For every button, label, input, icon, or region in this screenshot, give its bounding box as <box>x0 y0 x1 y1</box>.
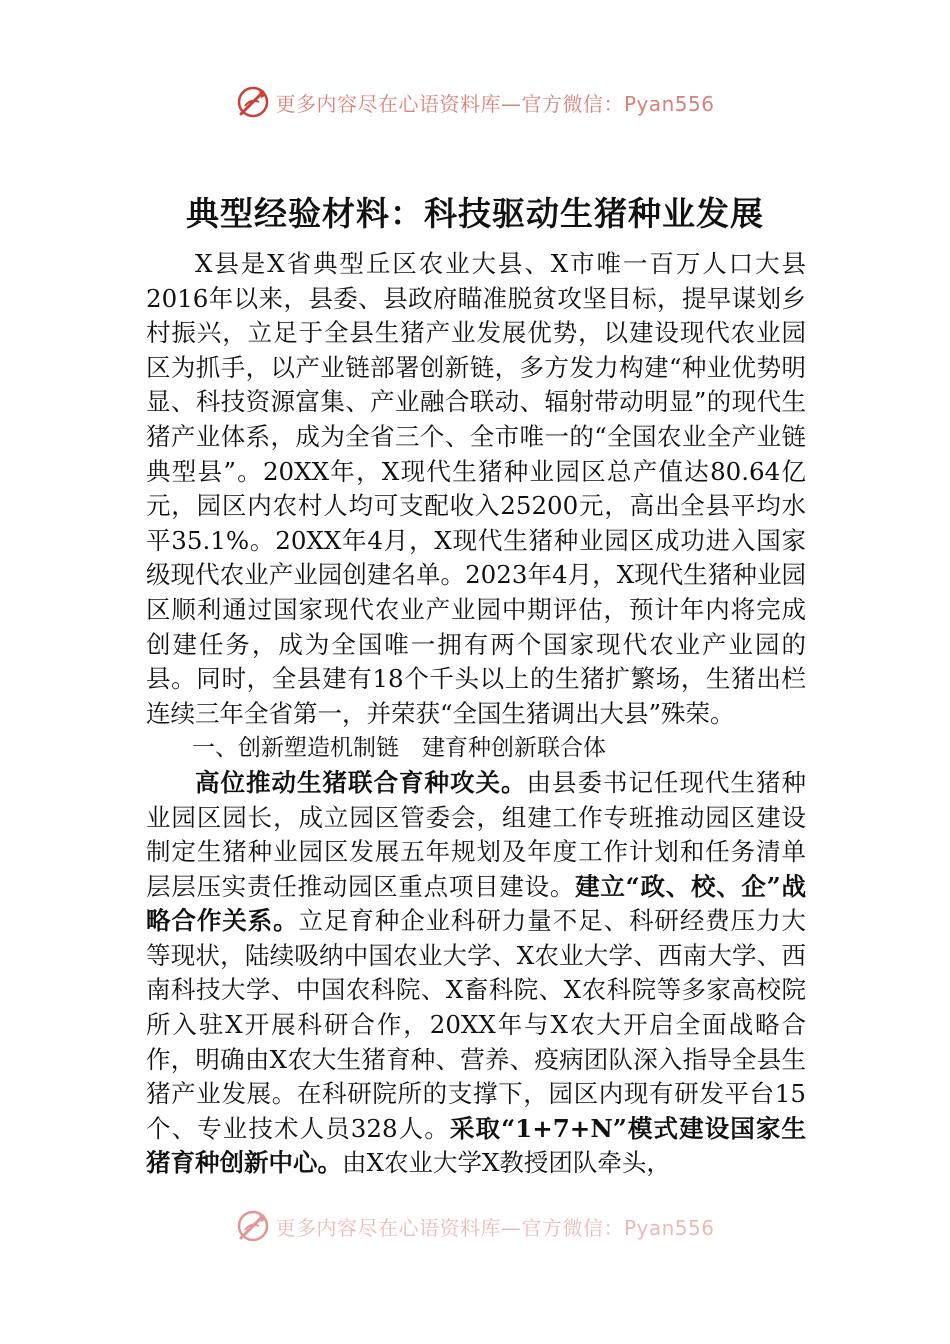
watermark-text: 更多内容尽在心语资料库—官方微信：Pyan556 <box>275 1215 715 1240</box>
bold-lead-1: 高位推动生猪联合育种攻关。 <box>195 767 527 797</box>
watermark-header <box>0 82 950 122</box>
paragraph-text-1: 由县委书记任现代生猪种业园区园长，成立园区管委会，组建工作专班推动园区建设制定生猪种业园区发展五年规划及年度工作计划和任务清单层层压实责任推动园区重点项目建设。 <box>146 767 806 901</box>
bold-lead-2: 建立“政、校、企”战略合作关系。 <box>146 871 807 936</box>
logo-icon <box>235 1208 271 1244</box>
watermark-footer <box>0 1206 950 1246</box>
watermark-text: 更多内容尽在心语资料库—官方微信：Pyan556 <box>275 91 715 116</box>
paragraph-2 <box>146 766 806 1181</box>
paragraph-text-2: 立足育种企业科研力量不足、科研经费压力大等现状，陆续吸纳中国农业大学、X农业大学、西南大学、西南科技大学、中国农科院、X畜科院、X农科院等多家高校院所入驻X开展科研合作，20XX年与X农大开启全面战略合作，明确由X农大生猪育种、营养、疫病团队深入指导全县生猪产业发展。在科研院所的支撑下，园区内现有研发平台15个、专业技术人员328人。 <box>146 906 807 1143</box>
logo-icon <box>235 84 271 120</box>
bold-lead-3: 采取“1+7+N”模式建设国家生猪育种创新中心。 <box>146 1113 807 1178</box>
section-heading-1: 一、创新塑造机制链 建育种创新联合体 <box>192 735 606 762</box>
intro-paragraph: X县是X省典型丘区农业大县、X市唯一百万人口大县2016年以来，县委、县政府瞄准脱贫攻坚目标，提早谋划乡村振兴，立足于全县生猪产业发展优势，以建设现代农业园区为抓手，以产业链部署创新链，多方发力构建“种业优势明显、科技资源富集、产业融合联动、辐射带动明显”的现代生猪产业体系，成为全省三个、全市唯一的“全国农业全产业链典型县”。20XX年，X现代生猪种业园区总产值达80.64亿元，园区内农村人均可支配收入25200元，高出全县平均水平35.1%。20XX年4月，X现代生猪种业园区成功进入国家级现代农业产业园创建名单。2023年4月，X现代生猪种业园区顺利通过国家现代农业产业园中期评估，预计年内将完成创建任务，成为全国唯一拥有两个国家现代农业产业园的县。同时，全县建有18个千头以上的生猪扩繁场，生猪出栏连续三年全省第一，并荣获“全国生猪调出大县”殊荣。 <box>146 249 806 728</box>
document-body <box>146 247 806 1181</box>
document-title: 典型经验材料：科技驱动生猪种业发展 <box>186 194 764 233</box>
paragraph-text-3: 由X农业大学X教授团队牵头， <box>342 1148 671 1178</box>
